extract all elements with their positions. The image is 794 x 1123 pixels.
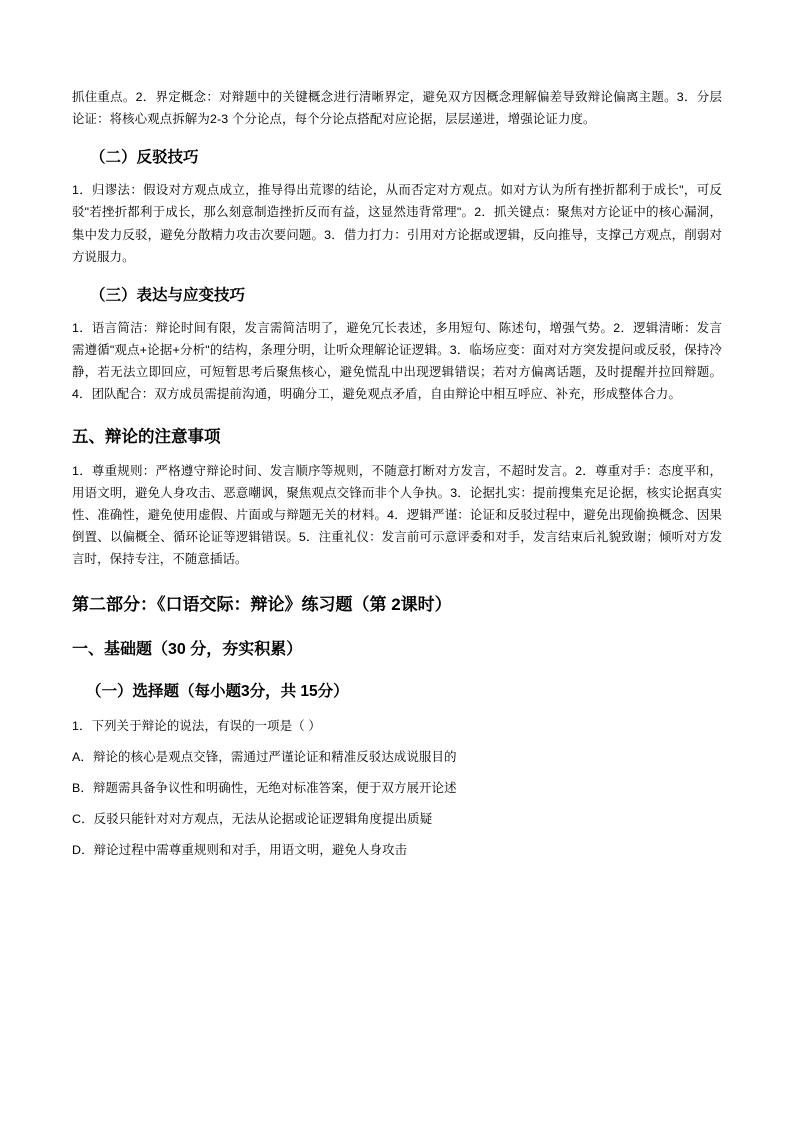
- heading-rebuttal-skills: （二）反驳技巧: [90, 149, 199, 167]
- paragraph-rebuttal-skills: 1．归谬法：假设对方观点成立，推导得出荒谬的结论，从而否定对方观点。如对方认为所有挫折都利于成长"，可反驳"若挫折都利于成长，那么刻意制造挫折反而有益，这显然违背常理"。2．抓关键点：聚焦对方论证中的核心漏洞，集中发力反驳，避免分散精力攻击次要问题。3．借力打力：引用对方论据或逻辑，反向推导，支撑己方观点，削弱对方说服力。: [72, 183, 722, 264]
- question-option-c: C．反驳只能针对对方观点，无法从论据或论证逻辑角度提出质疑: [72, 812, 433, 827]
- heading-expression-skills: （三）表达与应变技巧: [90, 286, 246, 304]
- heading-debate-cautions: 五、辩论的注意事项: [72, 428, 221, 447]
- paragraph-debate-cautions: 1．尊重规则：严格遵守辩论时间、发言顺序等规则，不随意打断对方发言，不超时发言。2．尊重对手：态度平和，用语文明，避免人身攻击、恶意嘲讽，聚焦观点交锋而非个人争执。3．论据扎实：提前搜集充足论据，核实论据真实性、准确性，避免使用虚假、片面或与辩题无关的材料。4．逻辑严谨：论证和反驳过程中，避免出现偷换概念、因果倒置、以偏概全、循环论证等逻辑错误。5．注重礼仪：发言前可示意评委和对手，发言结束后礼貌致谢；倾听对方发言时，保持专注，不随意插话。: [72, 464, 722, 567]
- paragraph-continued: 抓住重点。2．界定概念：对辩题中的关键概念进行清晰界定，避免双方因概念理解偏差导致辩论偏离主题。3．分层论证：将核心观点拆解为2-3 个分论点，每个分论点搭配对应论据，层层递进，增强论证力度。: [72, 90, 722, 127]
- question-stem: 1．下列关于辩论的说法，有误的一项是（ ）: [72, 719, 321, 734]
- question-option-d: D．辩论过程中需尊重规则和对手，用语文明，避免人身攻击: [72, 843, 408, 858]
- heading-part-two: 第二部分：《口语交际：辩论》练习题（第 2课时）: [72, 595, 452, 615]
- paragraph-expression-skills: 1．语言简洁：辩论时间有限，发言需简洁明了，避免冗长表述，多用短句、陈述句，增强气势。2．逻辑清晰：发言需遵循"观点+论据+分析"的结构，条理分明，让听众理解论证逻辑。3．临场应变：面对对方突发提问或反驳，保持冷静，若无法立即回应，可短暂思考后聚焦核心，避免慌乱中出现逻辑错误；若对方偏离话题，及时提醒并拉回辩题。4．团队配合：双方成员需提前沟通，明确分工，避免观点矛盾，自由辩论中相互呼应、补充，形成整体合力。: [72, 320, 722, 402]
- heading-basic-questions: 一、基础题（30 分，夯实积累）: [72, 640, 303, 658]
- question-option-b: B．辩题需具备争议性和明确性，无绝对标准答案，便于双方展开论述: [72, 781, 457, 796]
- question-option-a: A．辩论的核心是观点交锋，需通过严谨论证和精准反驳达成说服目的: [72, 750, 457, 765]
- heading-multiple-choice: （一）选择题（每小题3分，共 15分）: [86, 682, 349, 700]
